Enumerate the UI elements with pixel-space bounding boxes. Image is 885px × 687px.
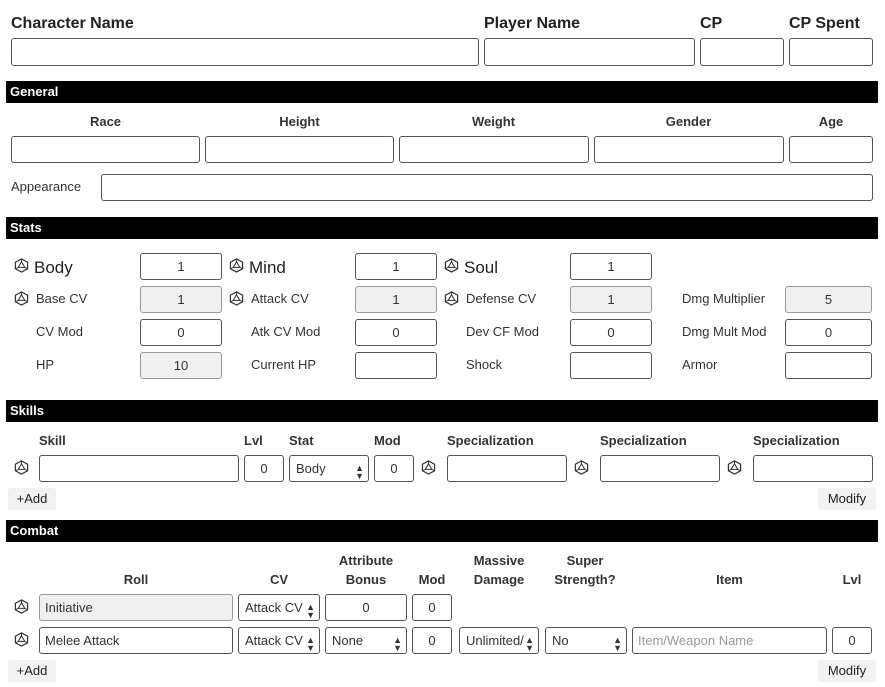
cv-select-value: Attack CV: [245, 600, 303, 615]
skill-col-label: Skill: [39, 433, 66, 448]
combat-mod-input[interactable]: 0: [412, 594, 452, 621]
roll-name-input[interactable]: Melee Attack: [39, 627, 233, 654]
attribute-col-label: Attribute: [338, 553, 394, 568]
current-hp-label: Current HP: [251, 357, 317, 372]
dice-icon[interactable]: [14, 632, 29, 647]
gender-label: Gender: [665, 114, 712, 129]
attribute-bonus-input[interactable]: 0: [325, 594, 407, 621]
specialization-input[interactable]: [447, 455, 567, 482]
massive-col-label: Massive: [473, 553, 525, 568]
current-hp-input[interactable]: [355, 352, 437, 379]
dice-icon[interactable]: [14, 599, 29, 614]
lvl-col-label: Lvl: [842, 572, 862, 587]
damage-col-label: Damage: [473, 572, 525, 587]
stats-section-header: Stats: [6, 217, 878, 239]
super-strength-select[interactable]: [545, 627, 627, 654]
general-section-header: General: [6, 81, 878, 103]
skill-mod-input[interactable]: 0: [374, 455, 414, 482]
combat-modify-button[interactable]: Modify: [818, 660, 876, 682]
combat-lvl-input[interactable]: 0: [832, 627, 872, 654]
appearance-input[interactable]: [101, 174, 873, 201]
base-cv-input: 1: [140, 286, 222, 313]
skill-name-input[interactable]: [39, 455, 239, 482]
massive-damage-select[interactable]: [459, 627, 539, 654]
mod-col-label: Mod: [418, 572, 446, 587]
massive-damage-value: Unlimited/: [466, 633, 524, 648]
gender-input[interactable]: [594, 136, 784, 163]
select-arrows-icon: ▲ ▼: [393, 635, 402, 653]
mind-input[interactable]: 1: [355, 253, 437, 280]
cv-select[interactable]: [238, 594, 320, 621]
cv-mod-label: CV Mod: [36, 324, 83, 339]
player-name-input[interactable]: [484, 38, 695, 66]
select-arrows-icon: ▲ ▼: [306, 635, 315, 653]
attack-cv-input: 1: [355, 286, 437, 313]
atk-cv-mod-input[interactable]: 0: [355, 319, 437, 346]
body-label: Body: [34, 258, 73, 277]
dice-icon[interactable]: [574, 460, 589, 475]
hp-input: 10: [140, 352, 222, 379]
item-name-input[interactable]: Item/Weapon Name: [632, 627, 827, 654]
roll-name-input: Initiative: [39, 594, 233, 621]
dice-icon[interactable]: [727, 460, 742, 475]
dice-icon[interactable]: [14, 258, 29, 273]
combat-add-button[interactable]: +Add: [8, 660, 56, 682]
dev-cf-mod-input[interactable]: 0: [570, 319, 652, 346]
character-name-input[interactable]: [11, 38, 479, 66]
lvl-col-label: Lvl: [244, 433, 263, 448]
skill-stat-value: Body: [296, 461, 326, 476]
dmg-mult-mod-input[interactable]: 0: [785, 319, 872, 346]
dmg-mult-mod-label: Dmg Mult Mod: [682, 324, 767, 339]
super-col-label: Super: [566, 553, 604, 568]
height-label: Height: [279, 114, 320, 129]
race-label: Race: [89, 114, 122, 129]
body-input[interactable]: 1: [140, 253, 222, 280]
select-arrows-icon: ▲ ▼: [525, 635, 534, 653]
shock-label: Shock: [466, 357, 503, 372]
dice-icon[interactable]: [444, 258, 459, 273]
strength-col-label: Strength?: [554, 572, 616, 587]
armor-label: Armor: [682, 357, 718, 372]
cv-mod-input[interactable]: 0: [140, 319, 222, 346]
skill-stat-select[interactable]: [289, 455, 369, 482]
dmg-multiplier-label: Dmg Multiplier: [682, 291, 766, 306]
dice-icon[interactable]: [421, 460, 436, 475]
weight-input[interactable]: [399, 136, 589, 163]
dice-icon[interactable]: [14, 460, 29, 475]
cp-input[interactable]: [700, 38, 784, 66]
specialization-input[interactable]: [753, 455, 873, 482]
character-name-label: Character Name: [11, 15, 134, 32]
mind-label: Mind: [249, 258, 286, 277]
soul-input[interactable]: 1: [570, 253, 652, 280]
select-arrows-icon: ▲ ▼: [306, 602, 315, 620]
cv-select-value: Attack CV: [245, 633, 303, 648]
select-arrows-icon: ▲ ▼: [613, 635, 622, 653]
armor-input[interactable]: [785, 352, 872, 379]
combat-section-header: Combat: [6, 520, 878, 542]
soul-label: Soul: [464, 258, 499, 277]
specialization-col-label: Specialization: [600, 433, 687, 448]
weight-label: Weight: [471, 114, 516, 129]
super-strength-value: No: [552, 633, 569, 648]
select-arrows-icon: ▲ ▼: [355, 463, 364, 481]
attribute-bonus-select[interactable]: [325, 627, 407, 654]
player-name-label: Player Name: [484, 15, 581, 32]
dice-icon[interactable]: [229, 291, 244, 306]
defense-cv-input: 1: [570, 286, 652, 313]
attribute-bonus-value: None: [332, 633, 364, 648]
specialization-col-label: Specialization: [753, 433, 840, 448]
skills-modify-button[interactable]: Modify: [818, 488, 876, 510]
height-input[interactable]: [205, 136, 394, 163]
dev-cf-mod-label: Dev CF Mod: [466, 324, 539, 339]
cp-spent-label: CP Spent: [789, 15, 860, 32]
dice-icon[interactable]: [14, 291, 29, 306]
cv-col-label: CV: [269, 572, 289, 587]
appearance-label: Appearance: [11, 179, 82, 194]
atk-cv-mod-label: Atk CV Mod: [251, 324, 321, 339]
stat-col-label: Stat: [289, 433, 314, 448]
base-cv-label: Base CV: [36, 291, 88, 306]
skill-lvl-input[interactable]: 0: [244, 455, 284, 482]
attack-cv-label: Attack CV: [251, 291, 309, 306]
race-input[interactable]: [11, 136, 200, 163]
specialization-input[interactable]: [600, 455, 720, 482]
dmg-multiplier-input: 5: [785, 286, 872, 313]
roll-col-label: Roll: [123, 572, 149, 587]
skills-section-header: Skills: [6, 400, 878, 422]
hp-label: HP: [36, 357, 55, 372]
defense-cv-label: Defense CV: [466, 291, 537, 306]
cp-spent-input[interactable]: [789, 38, 873, 66]
item-col-label: Item: [716, 572, 743, 587]
specialization-col-label: Specialization: [447, 433, 534, 448]
dice-icon[interactable]: [229, 258, 244, 273]
shock-input[interactable]: [570, 352, 652, 379]
skills-add-button[interactable]: +Add: [8, 488, 56, 510]
cp-label: CP: [700, 15, 723, 32]
mod-col-label: Mod: [374, 433, 401, 448]
bonus-col-label: Bonus: [345, 572, 387, 587]
age-input[interactable]: [789, 136, 873, 163]
combat-mod-input[interactable]: 0: [412, 627, 452, 654]
age-label: Age: [818, 114, 844, 129]
dice-icon[interactable]: [444, 291, 459, 306]
cv-select[interactable]: [238, 627, 320, 654]
